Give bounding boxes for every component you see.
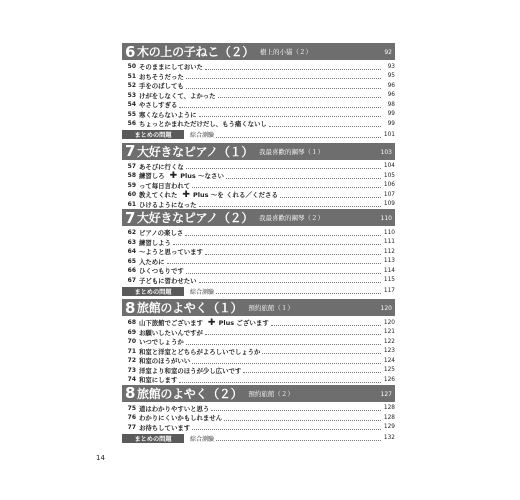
entry-title: 道はわかりやすいと思う	[139, 404, 210, 413]
leader-dots	[269, 121, 381, 127]
toc-entry[interactable]	[122, 247, 395, 257]
chapter-number: 8	[125, 298, 136, 317]
leader-dots	[192, 424, 381, 430]
entry-number: 62	[127, 229, 136, 237]
entry-page: 93	[387, 63, 395, 70]
chapter-header[interactable]	[122, 43, 395, 60]
entry-page: 112	[383, 248, 395, 255]
entry-title: おちそうだった	[139, 72, 184, 81]
chapter-title: 大好きなピアノ（２）	[137, 211, 254, 225]
entry-number: 50	[127, 63, 136, 71]
review-entry[interactable]	[122, 130, 395, 140]
entry-page: 114	[383, 267, 395, 274]
toc-entry[interactable]	[122, 110, 395, 120]
leader-dots	[167, 258, 381, 264]
entry-page: 95	[387, 73, 395, 80]
chapter-header[interactable]	[122, 209, 395, 226]
entry-number: 64	[127, 248, 136, 256]
entry-title: ～ようと思っています	[139, 248, 203, 257]
chapter-page: 92	[384, 49, 392, 56]
chapter-title: 大好きなピアノ（１）	[137, 144, 254, 159]
review-badge: まとめの問題	[122, 287, 184, 296]
chapter-subtitle: 樹上的小貓（２）	[260, 48, 313, 56]
toc-entry[interactable]	[122, 72, 395, 82]
toc-entry[interactable]	[122, 347, 395, 357]
entry-title: お待ちしています	[139, 423, 191, 432]
review-page: 117	[383, 288, 395, 294]
chapter-title: 旅館のよやく（２）	[137, 386, 243, 401]
chapter-number: 7	[125, 208, 136, 227]
entry-page: 106	[383, 182, 395, 189]
chapter-title: 木の上の子ねこ（２）	[137, 45, 255, 59]
plus-note: ✚ Plus ～なさい	[169, 170, 225, 181]
entry-number: 72	[127, 357, 136, 365]
entry-number: 52	[127, 82, 136, 90]
entry-title: ピアノの楽しさ	[139, 229, 184, 238]
leader-dots	[179, 102, 381, 108]
toc-entry[interactable]	[122, 238, 395, 248]
entry-number: 74	[127, 376, 136, 384]
review-subtitle: 綜合測驗	[190, 132, 215, 139]
entry-number: 71	[127, 347, 136, 355]
toc-entry[interactable]	[122, 423, 395, 433]
entry-title: 山下旅館でございます	[139, 319, 203, 328]
entry-number: 55	[127, 110, 136, 118]
entry-number: 67	[127, 276, 136, 284]
entry-title: 寒くならないように	[139, 110, 197, 119]
leader-dots	[192, 182, 381, 188]
chapter-number: 8	[125, 384, 136, 402]
entry-page: 99	[387, 111, 395, 118]
chapter-header[interactable]	[122, 299, 395, 316]
leader-dots	[179, 377, 381, 383]
leader-dots	[186, 339, 381, 345]
table-of-contents	[122, 43, 395, 446]
leader-dots	[224, 415, 381, 421]
entry-page: 113	[383, 258, 395, 265]
leader-dots	[186, 163, 381, 169]
leader-dots	[192, 358, 381, 364]
entry-number: 51	[127, 72, 136, 80]
entry-page: 96	[387, 82, 395, 89]
entry-title: 和室のほうがいい	[139, 357, 191, 366]
leader-dots	[186, 268, 381, 274]
entry-page: 109	[383, 201, 395, 208]
toc-entry[interactable]	[122, 162, 395, 172]
entry-number: 75	[127, 404, 136, 412]
leader-dots	[218, 92, 381, 98]
entry-number: 59	[127, 181, 136, 189]
entry-number: 65	[127, 257, 136, 265]
chapter-title: 旅館のよやく（１）	[137, 301, 243, 315]
toc-entry[interactable]	[122, 91, 395, 101]
entry-number: 54	[127, 101, 136, 109]
entry-page: 96	[387, 92, 395, 99]
entry-number: 58	[127, 172, 136, 180]
toc-entry[interactable]	[122, 404, 395, 414]
entry-page: 129	[383, 424, 395, 431]
entry-page: 98	[387, 101, 395, 108]
entry-title: けがをしなくて、よかった	[139, 91, 216, 100]
chapter-number: 7	[125, 142, 136, 160]
chapter-header[interactable]	[122, 385, 395, 402]
review-page: 101	[383, 131, 395, 138]
entry-title: お願いしたいんですが	[139, 328, 203, 337]
entry-title: 和室にします	[139, 376, 178, 385]
leader-dots	[199, 111, 381, 117]
entry-number: 61	[127, 200, 136, 208]
toc-entry[interactable]	[122, 119, 395, 129]
entry-title: 練習しろ	[139, 172, 165, 181]
toc-entry[interactable]	[122, 81, 395, 91]
entry-number: 63	[127, 238, 136, 246]
entry-page: 125	[383, 367, 395, 374]
toc-entry[interactable]	[122, 200, 395, 210]
chapter-page: 127	[380, 390, 392, 398]
entry-number: 68	[127, 319, 136, 327]
toc-entry[interactable]	[122, 190, 395, 200]
toc-entry[interactable]	[122, 328, 395, 338]
entry-page: 99	[387, 120, 395, 127]
entry-page: 126	[383, 376, 395, 383]
entry-title: そのままにしておいた	[139, 63, 203, 72]
toc-entry[interactable]	[122, 366, 395, 376]
entry-page: 121	[383, 329, 395, 336]
review-subtitle: 綜合測驗	[190, 435, 215, 443]
entry-number: 73	[127, 366, 136, 374]
entry-page: 120	[383, 319, 395, 326]
page-number: 14	[96, 454, 105, 462]
chapter-subtitle: 預約旅館（２）	[248, 389, 294, 398]
entry-number: 77	[127, 423, 136, 431]
leader-dots	[186, 83, 381, 89]
leader-dots	[205, 249, 381, 255]
entry-title: 洋室より和室のほうが少し広いです	[139, 366, 242, 375]
entry-page: 105	[383, 172, 395, 179]
entry-page: 124	[383, 357, 395, 364]
entry-title: 教えてくれた	[139, 191, 178, 200]
chapter-header[interactable]	[122, 143, 395, 160]
entry-title: 和室と洋室とどちらがよろしいでしょうか	[139, 347, 261, 356]
leader-dots	[186, 73, 381, 79]
entry-number: 53	[127, 91, 136, 99]
entry-title: ひけるようになった	[139, 200, 197, 209]
review-entry[interactable]	[122, 286, 395, 296]
leader-dots	[173, 239, 381, 245]
toc-entry[interactable]	[122, 171, 395, 181]
plus-icon: ✚	[182, 189, 194, 200]
leader-dots	[226, 173, 381, 179]
entry-title: ちょっとかまれただけだし、もう痛くないし	[139, 120, 267, 129]
review-page: 132	[383, 435, 395, 441]
review-entry[interactable]	[122, 433, 395, 443]
toc-entry[interactable]	[122, 62, 395, 72]
entry-page: 122	[383, 338, 395, 345]
leader-dots	[205, 64, 381, 70]
toc-entry[interactable]	[122, 337, 395, 347]
toc-entry[interactable]	[122, 276, 395, 286]
plus-icon: ✚	[207, 317, 219, 328]
plus-note: ✚ Plus ございます	[207, 317, 269, 328]
entry-title: あそびに行くな	[139, 162, 184, 171]
leader-dots	[185, 230, 381, 236]
toc-entry[interactable]	[122, 228, 395, 238]
entry-number: 70	[127, 338, 136, 346]
toc-entry[interactable]	[122, 257, 395, 267]
review-badge: まとめの問題	[122, 434, 184, 443]
leader-dots	[216, 288, 381, 294]
chapter-number: 6	[125, 42, 136, 61]
leader-dots	[243, 367, 381, 373]
chapter-page: 120	[380, 305, 392, 312]
entry-title: 練習しよう	[139, 238, 171, 247]
entry-title: いつでしょうか	[139, 338, 184, 347]
entry-number: 69	[127, 328, 136, 336]
toc-entry[interactable]	[122, 181, 395, 191]
leader-dots	[216, 435, 381, 441]
chapter-subtitle: 預約旅館（１）	[248, 304, 294, 312]
review-subtitle: 綜合測驗	[190, 288, 215, 296]
entry-page: 128	[383, 405, 395, 412]
toc-entry[interactable]	[122, 356, 395, 366]
plus-icon: ✚	[169, 170, 181, 181]
plus-note: ✚ Plus ～を くれる／くださる	[182, 189, 279, 200]
chapter-subtitle: 我最喜歡的鋼琴（１）	[259, 147, 325, 156]
entry-title: ひくつもりです	[139, 267, 184, 276]
entry-number: 66	[127, 267, 136, 275]
toc-entry[interactable]	[122, 266, 395, 276]
leader-dots	[280, 192, 381, 198]
entry-title: 子どもに習わせたい	[139, 276, 197, 285]
entry-page: 107	[383, 191, 395, 198]
entry-page: 111	[383, 239, 395, 246]
entry-page: 104	[383, 163, 395, 170]
entry-number: 57	[127, 162, 136, 170]
review-badge: まとめの問題	[122, 130, 184, 139]
entry-number: 60	[127, 191, 136, 199]
toc-entry[interactable]	[122, 375, 395, 385]
leader-dots	[199, 277, 381, 283]
leader-dots	[199, 201, 381, 207]
entry-title: 入ために	[139, 257, 165, 266]
leader-dots	[271, 320, 381, 326]
entry-page: 115	[383, 277, 395, 284]
leader-dots	[216, 132, 381, 138]
entry-title: やさしすぎる	[139, 101, 178, 110]
leader-dots	[205, 329, 381, 335]
toc-entry[interactable]	[122, 100, 395, 110]
chapter-page: 103	[380, 148, 392, 156]
leader-dots	[211, 405, 381, 411]
toc-entry[interactable]	[122, 413, 395, 423]
chapter-page: 110	[380, 215, 392, 222]
leader-dots	[262, 348, 381, 354]
entry-number: 56	[127, 120, 136, 128]
entry-title: わかりにくいかもしれません	[139, 414, 223, 423]
entry-page: 123	[383, 348, 395, 355]
chapter-subtitle: 我最喜歡的鋼琴（２）	[259, 214, 325, 222]
entry-number: 76	[127, 414, 136, 422]
entry-page: 128	[383, 414, 395, 421]
toc-entry[interactable]	[122, 318, 395, 328]
entry-page: 110	[383, 229, 395, 236]
entry-title: 手をのばしても	[139, 82, 184, 91]
entry-title: って毎日言われて	[139, 181, 191, 190]
